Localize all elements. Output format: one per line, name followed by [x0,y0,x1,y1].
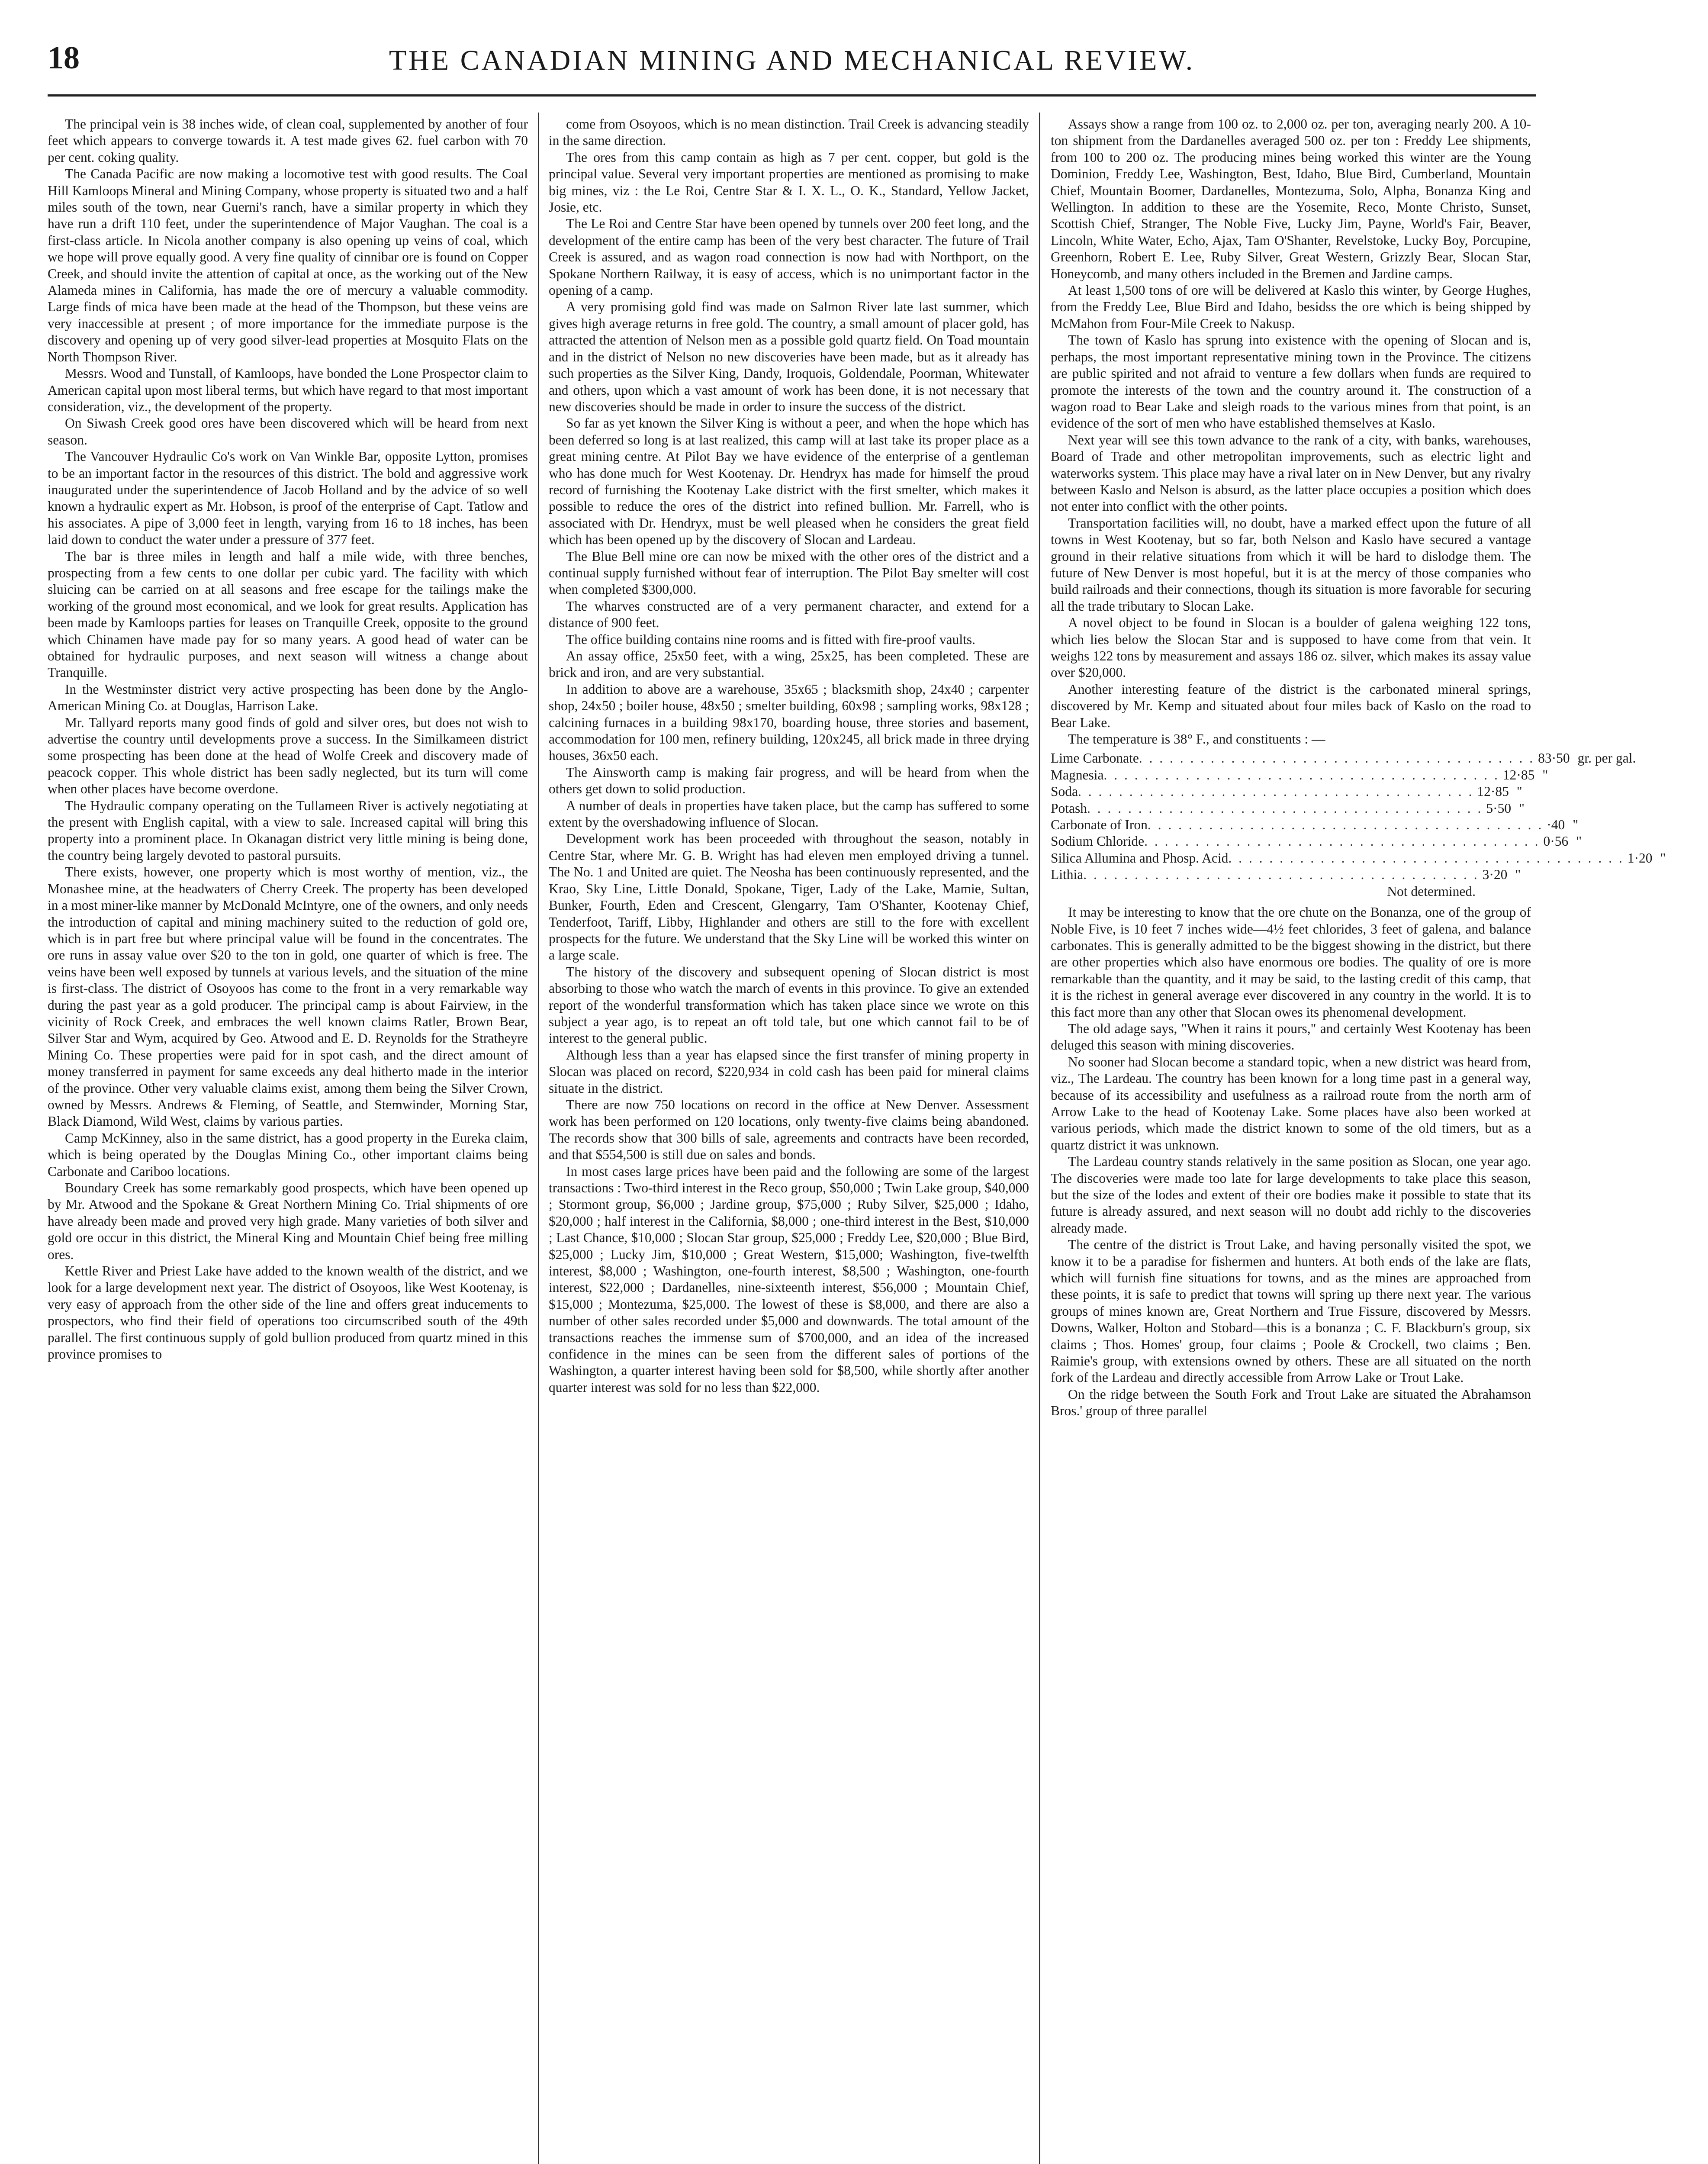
paragraph: A novel object to be found in Slocan is a boulder of galena weighing 122 tons, which lies below the Slocan Star and is supposed to have come from that vein. It weighs 122 tons by measurement and assays 186 oz. silver, which makes its assay value over $20,000. [1051,615,1531,680]
constituent-row [1051,750,1636,766]
paragraph: A very promising gold find was made on Salmon River late last summer, which gives high average returns in free gold. The country, a small amount of placer gold, has attracted the attention of Nelson men as a possible gold quartz field. On Toad mountain and in the district of Nelson no new discoveries have been made, but as it already has such properties as the Silver King, Dandy, Iroquois, Goldendale, Poorman, Whitewater and others, upon which a vast amount of work has been done, it is not necessary that new discoveries should be made in order to insure the success of the district. [549,299,1029,414]
constituent-value: Not determined. [1387,883,1476,899]
constituent-row [1051,883,1531,900]
constituent-unit: " [1515,867,1521,882]
constituent-name: Lithia [1051,867,1084,882]
constituent-value: ·40 [1547,817,1565,833]
paragraph: The principal vein is 38 inches wide, of clean coal, supplemented by another of four feet which appears to converge towards it. A test made gives 62. fuel carbon with 70 per cent. coking quality. [48,116,528,165]
page-number: 18 [48,40,80,76]
paragraph: In most cases large prices have been paid and the following are some of the largest transactions : Two-third interest in the Reco group, $50,000 ; Twin Lake group, $40,000 ; Stormont group, $6,000 ; Jardine group, $75,000 ; Ruby Silver, $25,000 ; Idaho, $20,000 ; half interest in the California, $8,000 ; one-third interest in the Best, $10,000 ; Last Chance, $10,000 ; Slocan Star group, $25,000 ; Freddy Lee, $20,000 ; Blue Bird, $25,000 ; Lucky Jim, $10,000 ; Great Western, $15,000; Washington, five-twelfth interest, $8,000 ; Washington, one-fourth interest, $8,500 ; Washington, one-fourth interest, $22,000 ; Dardanelles, nine-sixteenth interest, $56,000 ; Mountain Chief, $15,000 ; Montezuma, $25,000. The lowest of these is $8,000, and there are also a number of other sales recorded under $5,000 and downwards. The total amount of the transactions reaches the immense sum of $700,000, and an idea of the increased confidence in the mines can be seen from the different sales of portions of the Washington, a quarter interest having been sold for $8,500, while shortly after another quarter interest was sold for no less than $22,000. [549,1163,1029,1395]
paragraph: The old adage says, "When it rains it pours," and certainly West Kootenay has been deluged this season with mining discoveries. [1051,1021,1531,1053]
column-divider-1 [538,113,539,2164]
paragraph: Next year will see this town advance to the rank of a city, with banks, warehouses, Board of Trade and other metropolitan improvements, such as electric light and waterworks system. This place may have a rival later on in New Denver, but any rivalry between Kaslo and Nelson is absurd, as the latter place occupies a position which does not enter into conflict with the other points. [1051,432,1531,514]
constituent-name: Sodium Chloride [1051,834,1145,849]
constituent-unit: " [1519,800,1525,816]
leader-dots: . . . . . . . . . . . . . . . . . . . . . . . . . . . . . . . . . . . . . . . [1144,834,1540,849]
journal-title: THE CANADIAN MINING AND MECHANICAL REVIEW. [389,45,1195,76]
paragraph: On the ridge between the South Fork and Trout Lake are situated the Abrahamson Bros.' group of three parallel [1051,1386,1531,1419]
constituent-row [1051,850,1666,866]
leader-dots: . . . . . . . . . . . . . . . . . . . . . . . . . . . . . . . . . . . . . . . [1087,800,1483,816]
constituent-row [1051,817,1579,833]
constituent-name: Potash [1051,800,1087,816]
constituent-value: 12·85 [1502,767,1535,783]
paragraph: Although less than a year has elapsed since the first transfer of mining property in Slocan was placed on record, $220,934 in cold cash has been paid for mineral claims situate in the district. [549,1047,1029,1096]
constituent-value: 12·85 [1477,784,1509,799]
paragraph: come from Osoyoos, which is no mean distinction. Trail Creek is advancing steadily in the same direction. [549,116,1029,148]
leader-dots: . . . . . . . . . . . . . . . . . . . . . . . . . . . . . . . . . . . . . . . [1139,750,1535,766]
constituent-name: Soda [1051,784,1078,799]
paragraph: A number of deals in properties have taken place, but the camp has suffered to some extent by the overshadowing influence of Slocan. [549,798,1029,830]
leader-dots: . . . . . . . . . . . . . . . . . . . . . . . . . . . . . . . . . . . . . . . [1147,817,1544,833]
paragraph: The Lardeau country stands relatively in the same position as Slocan, one year ago. The discoveries were made too late for large developments to take place this season, but the size of the lodes and extent of their ore bodies make it possible to state that its future is already assured, and next season will no doubt add richly to the discoveries already made. [1051,1154,1531,1236]
constituent-row [1051,767,1548,783]
constituent-unit: " [1516,784,1522,799]
leader-dots: . . . . . . . . . . . . . . . . . . . . . . . . . . . . . . . . . . . . . . . [1083,867,1479,882]
paragraph: Assays show a range from 100 oz. to 2,000 oz. per ton, averaging nearly 200. A 10-ton shipment from the Dardanelles averaged 500 oz. per ton : Freddy Lee shipments, from 100 to 200 oz. The producing mines being worked this winter are the Young Dominion, Freddy Lee, Washington, Best, Idaho, Blue Bird, Cumberland, Mountain Chief, Mountain Boomer, Dardanelles, Montezuma, Solo, Alpha, Bonanza King and Wellington. In addition to these are the Yosemite, Reco, Monte Christo, Sunset, Scottish Chief, Stranger, The Noble Five, Lucky Jim, Payne, World's Fair, Beaver, Lincoln, White Water, Echo, Ajax, Tam O'Shanter, Revelstoke, Lucky Boy, Porcupine, Greenhorn, Robert E. Lee, Ruby Silver, Great Western, Grizzly Bear, Slocan Star, Honeycomb, and many others included in the Bremen and Jardine camps. [1051,116,1531,281]
paragraph: The ores from this camp contain as high as 7 per cent. copper, but gold is the principal value. Several very important properties are mentioned as promising to make big mines, viz : the Le Roi, Centre Star & I. X. L., O. K., Standard, Yellow Jacket, Josie, etc. [549,149,1029,215]
paragraph: The Le Roi and Centre Star have been opened by tunnels over 200 feet long, and the development of the entire camp has been of the very best character. The future of Trail Creek is assured, and as wagon road connection is now had with Northport, on the Spokane Northern Railway, it is easy of access, which is no unimportant factor in the opening of a camp. [549,216,1029,298]
paragraph: Development work has been proceeded with throughout the season, notably in Centre Star, where Mr. G. B. Wright has had eleven men employed driving a tunnel. The No. 1 and United are quiet. The Neosha has been continuously represented, and the Krao, Sky Line, Little Donald, Spokane, Tiger, Lady of the Lake, Mamie, Sultan, Bunker, Fourth, Eden and Crescent, Glengarry, Tam O'Shanter, Kootenay Chief, Tenderfoot, Tariff, Libby, Highlander and others are still to the fore with excellent prospects for the future. We understand that the Sky Line will be worked this winter on a large scale. [549,831,1029,963]
constituent-row [1051,833,1582,850]
paragraph: An assay office, 25x50 feet, with a wing, 25x25, has been completed. These are brick and iron, and are very substantial. [549,648,1029,680]
paragraph: The Blue Bell mine ore can now be mixed with the other ores of the district and a continual supply furnished without fear of interruption. The Pilot Bay smelter will cost when completed $300,000. [549,548,1029,597]
paragraph: Boundary Creek has some remarkably good prospects, which have been opened up by Mr. Atwood and the Spokane & Great Northern Mining Co. Trial shipments of ore have already been made and proved very high grade. Many varieties of both silver and gold ore occur in this district, the Mineral King and Mountain Chief being free milling ores. [48,1180,528,1262]
paragraph: The Vancouver Hydraulic Co's work on Van Winkle Bar, opposite Lytton, promises to be an important factor in the resources of this district. The bold and aggressive work inaugurated under the superintendence of Jacob Holland and by the advice of so well known a hydraulic expert as Mr. Hobson, is proof of the enterprise of Capt. Tatlow and his associates. A pipe of 3,000 feet in length, varying from 16 to 18 inches, has been laid down to conduct the water under a pressure of 377 feet. [48,449,528,547]
paragraph: So far as yet known the Silver King is without a peer, and when the hope which has been deferred so long is at last realized, this camp will at last take its proper place as a great mining centre. At Pilot Bay we have evidence of the enterprise of a gentleman who has done much for West Kootenay. Dr. Hendryx has made for himself the proud record of furnishing the Kootenay Lake district with the first smelter, which makes it possible to reduce the ores of the district into refined bullion. Mr. Farrell, who is associated with Dr. Hendryx, must be well pleased when he considers the great field which has been opened up by the discovery of Slocan and Lardeau. [549,415,1029,547]
constituent-row [1051,783,1531,800]
constituent-name: Carbonate of Iron [1051,817,1148,833]
constituent-value: 0·56 [1543,834,1569,849]
constituent-unit: gr. per gal. [1577,750,1636,766]
constituent-name: Silica Allumina and Phosp. Acid [1051,850,1229,866]
paragraph: The history of the discovery and subsequent opening of Slocan district is most absorbing to those who watch the march of events in this province. To give an extended report of the wonderful transformation which has taken place since we wrote on this subject a year ago, is to repeat an oft told tale, but one which cannot fail to be of interest to the general public. [549,964,1029,1046]
constituent-name: Magnesia [1051,767,1104,783]
paragraph: In addition to above are a warehouse, 35x65 ; blacksmith shop, 24x40 ; carpenter shop, 24x50 ; boiler house, 48x50 ; smelter building, 60x98 ; sampling works, 98x128 ; calcining furnaces in a building 98x170, boarding house, three stories and basement, accommodation for 100 men, refinery building, 120x245, all brick made in three drying houses, 36x50 each. [549,681,1029,763]
paragraph: The wharves constructed are of a very permanent character, and extend for a distance of 900 feet. [549,598,1029,631]
constituent-unit: " [1660,850,1666,866]
paragraph: Transportation facilities will, no doubt, have a marked effect upon the future of all towns in West Kootenay, but so far, both Nelson and Kaslo have secured a vantage ground in their relative situations from which it will be hard to dislodge them. The future of New Denver is most hopeful, but it is at the mercy of those companies who build railroads and their connections, though its situation is more favorable for securing all the trade tributary to Slocan Lake. [1051,515,1531,614]
constituent-name: Lime Carbonate [1051,750,1139,766]
constituent-row [1051,866,1531,883]
paragraph: The Ainsworth camp is making fair progress, and will be heard from when the others get down to solid production. [549,764,1029,797]
constituents-table [1051,750,1666,900]
paragraph: The temperature is 38° F., and constituents : — [1068,731,1325,747]
header-rule [48,94,1536,97]
paragraph: The Hydraulic company operating on the Tullameen River is actively negotiating at the present with English capital, with a view to sale. Increased capital will bring this property into a prominent place. In Okanagan district very little mining is being done, the country being largely devoted to pastoral pursuits. [48,798,528,863]
paragraph: On Siwash Creek good ores have been discovered which will be heard from next season. [48,415,528,448]
constituent-unit: " [1576,834,1582,849]
paragraph: There exists, however, one property which is most worthy of mention, viz., the Monashee mine, at the headwaters of Cherry Creek. The property has been developed in a most miner-like manner by McDonald McIntyre, one of the owners, and only needs the introduction of capital and mining machinery suited to the reduction of gold ore, which is in part free but where principal value will be found in the concentrates. The ore runs in assay value over $20 to the ton in gold, one quarter of which is free. The veins have been well exposed by tunnels at various levels, and the situation of the mine is first-class. The district of Osoyoos has come to the front in a very remarkable way during the past year as a gold producer. The principal camp is about Fairview, in the vicinity of Rock Creek, and embraces the well known claims Ratler, Brown Bear, Silver Star and Wym, acquired by Geo. Atwood and E. D. Reynolds for the Stratheyre Mining Co. These properties were paid for in spot cash, and the direct amount of money transferred in payment for same exceeds any deal hitherto made in the interior of the province. Other very valuable claims exist, among them being the Silver Crown, owned by Messrs. Andrews & Fleming, of Seattle, and Stemwinder, Morning Star, Black Diamond, Wild West, claims by various parties. [48,864,528,1129]
constituent-value: 5·50 [1486,800,1512,816]
leader-dots: . . . . . . . . . . . . . . . . . . . . . . . . . . . . . . . . . . . . . . . [1228,850,1624,866]
paragraph: At least 1,500 tons of ore will be delivered at Kaslo this winter, by George Hughes, from the Freddy Lee, Blue Bird and Idaho, besidss the ore which is being shipped by McMahon from Four-Mile Creek to Nakusp. [1051,283,1531,331]
paragraph: Kettle River and Priest Lake have added to the known wealth of the district, and we look for a large development next year. The district of Osoyoos, like West Kootenay, is very easy of approach from the other side of the line and offers great inducements to prospectors, who find their field of operations too circumscribed south of the 49th parallel. The first continuous supply of gold bullion produced from quartz mined in this province promises to [48,1263,528,1362]
constituent-value: 3·20 [1482,867,1508,882]
leader-dots: . . . . . . . . . . . . . . . . . . . . . . . . . . . . . . . . . . . . . . . [1078,784,1474,799]
constituent-row [1051,800,1531,817]
paragraph: The Canada Pacific are now making a locomotive test with good results. The Coal Hill Kamloops Mineral and Mining Company, whose property is situated two and a half miles south of the town, near Guerni's ranch, have a similar property in which they have run a drift 110 feet, under the superintendence of Major Vaughan. The coal is a first-class article. In Nicola another company is also opening up veins of coal, which we hope will prove equally good. A very fine quality of cinnibar ore is found on Copper Creek, and should invite the attention of capital at once, as the working out of the New Alameda mines in California, has made the ore of mercury a valuable commodity. Large finds of mica have been made at the head of the Thompson, but these veins are very inaccessible at present ; of more importance for the immediate purpose is the discovery and opening up of very good silver-lead properties at Mosquito Flats on the North Thompson River. [48,166,528,364]
paragraph: Messrs. Wood and Tunstall, of Kamloops, have bonded the Lone Prospector claim to American capital upon most liberal terms, but which have regard to that most important consideration, viz., the development of the property. [48,366,528,414]
paragraph: The town of Kaslo has sprung into existence with the opening of Slocan and is, perhaps, the most important representative mining town in the Province. The citizens are public spirited and not afraid to venture a few dollars when funds are required to promote the interests of the town and the country around it. The construction of a wagon road to Bear Lake and sleigh roads to the various mines from that point, is an evidence of the sort of men who have established themselves at Kaslo. [1051,332,1531,431]
column-3 [1051,116,1666,2164]
paragraph: Camp McKinney, also in the same district, has a good property in the Eureka claim, which is being operated by the Douglas Mining Co., other important claims being Carbonate and Cariboo locations. [48,1130,528,1179]
constituent-unit: " [1542,767,1548,783]
constituent-unit: " [1573,817,1579,833]
constituent-value: 83·50 [1538,750,1570,766]
column-divider-2 [1039,113,1040,2164]
column-2 [549,116,1029,2164]
constituent-value: 1·20 [1627,850,1653,866]
paragraph: It may be interesting to know that the ore chute on the Bonanza, one of the group of Noble Five, is 10 feet 7 inches wide—4½ feet chlorides, 3 feet of galena, and balance carbonates. This is generally admitted to be the biggest showing in the district, but there are other properties which also have enormous ore bodies. The quality of ore is more remarkable than the quantity, and it may be said, to the lasting credit of this camp, that it is the richest in general average ever discovered in any country in the world. It is to this fact more than any other that Slocan owes its phenomenal development. [1051,905,1531,1020]
leader-dots: . . . . . . . . . . . . . . . . . . . . . . . . . . . . . . . . . . . . . . . [1103,767,1499,783]
paragraph: Another interesting feature of the district is the carbonated mineral springs, discovered by Mr. Kemp and situated about four miles back of Kaslo on the road to Bear Lake. [1051,681,1531,730]
paragraph: Mr. Tallyard reports many good finds of gold and silver ores, but does not wish to advertise the country until developments prove a success. In the Similkameen district some prospecting has been done at the head of Wolfe Creek and discovery made of peacock copper. This whole district has been sadly neglected, but its turn will come when other places have become overdone. [48,715,528,797]
paragraph: No sooner had Slocan become a standard topic, when a new district was heard from, viz., The Lardeau. The country has been known for a long time past in a general way, because of its accessibility and usefulness as a railroad route from the north arm of Arrow Lake to the head of Kootenay Lake. Some places have also been worked at various periods, which made the district known to some of the old timers, but as a quartz district it was unknown. [1051,1054,1531,1153]
paragraph: In the Westminster district very active prospecting has been done by the Anglo-American Mining Co. at Douglas, Harrison Lake. [48,681,528,714]
column-1 [48,116,528,2164]
paragraph: The centre of the district is Trout Lake, and having personally visited the spot, we know it to be a paradise for fishermen and hunters. At both ends of the lake are flats, which will furnish fine situations for towns, and as the mines are approached from these points, it is safe to predict that towns will spring up there next year. The various groups of mines known are, Great Northern and True Fissure, discovered by Messrs. Downs, Walker, Holton and Stobard—this is a bonanza ; C. F. Blackburn's group, six claims ; Thos. Homes' group, four claims ; Poole & Crockell, two claims ; Ben. Raimie's group, with extensions owned by others. These are all situated on the north fork of the Lardeau and directly accessible from Arrow Lake or Trout Lake. [1051,1237,1531,1385]
paragraph: There are now 750 locations on record in the office at New Denver. Assessment work has been performed on 120 locations, only twenty-five claims being abandoned. The records show that 300 bills of sale, agreements and contracts have been recorded, and that $554,500 is still due on sales and bonds. [549,1097,1029,1163]
paragraph: The office building contains nine rooms and is fitted with fire-proof vaults. [566,631,975,647]
paragraph: The bar is three miles in length and half a mile wide, with three benches, prospecting from a few cents to one dollar per cubic yard. The facility with which sluicing can be carried on at all seasons and free escape for the tailings make the working of the ground most economical, and we look for great results. Application has been made by Kamloops parties for leases on Tranquille Creek, opposite to the ground which Chinamen have made pay for so many years. A good head of water can be obtained for hydraulic purposes, and next season will witness a change about Tranquille. [48,548,528,680]
